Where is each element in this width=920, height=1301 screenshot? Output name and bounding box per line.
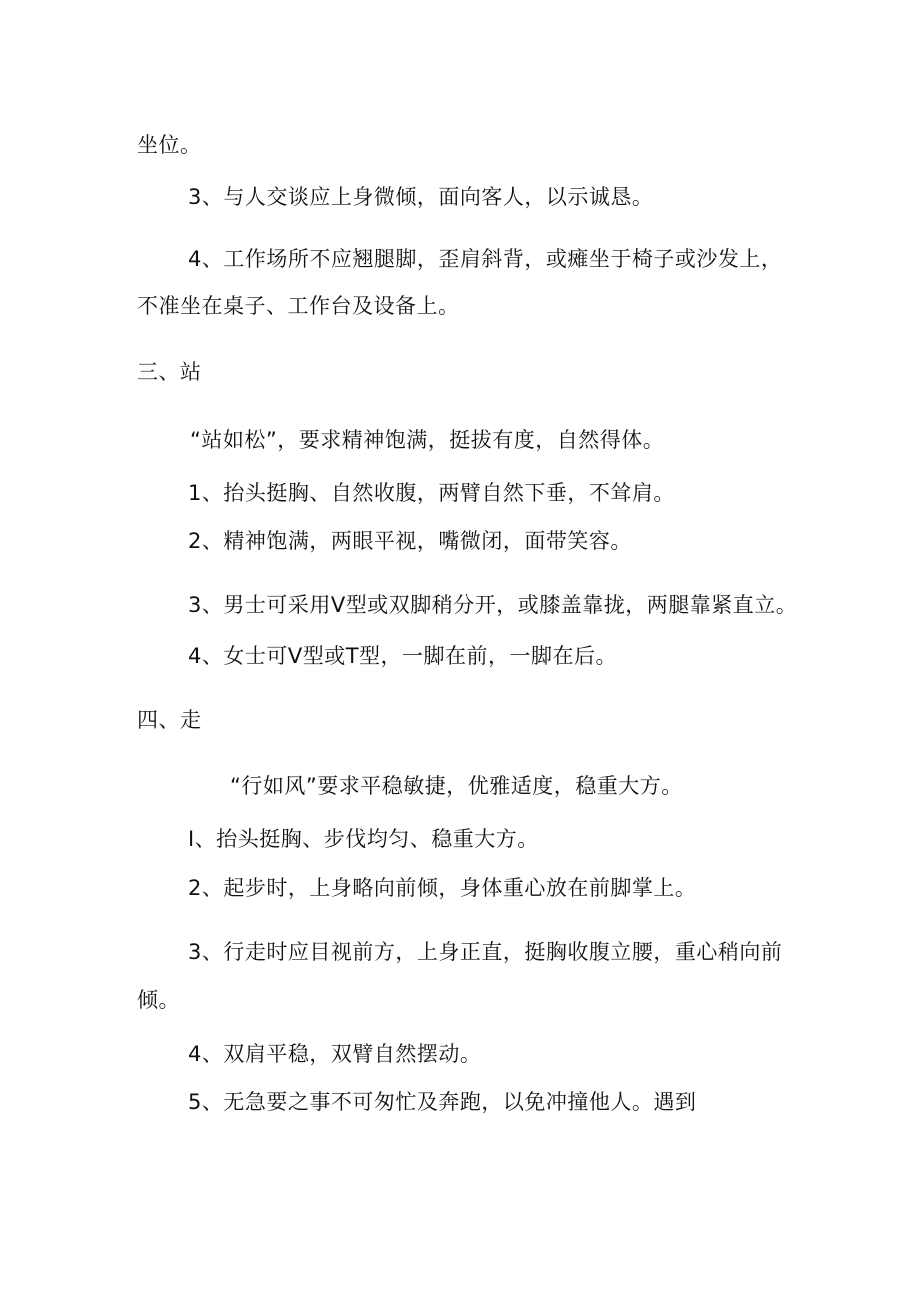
text-line-sit-item-4: 4、工作场所不应翘腿脚，歪肩斜背，或瘫坐于椅子或沙发上，	[188, 247, 783, 271]
text-line-walk-item-4: 4、双肩平稳，双臂自然摆动。	[188, 1042, 482, 1066]
text-line-sit-item-3: 3、与人交谈应上身微倾，面向客人，以示诚恳。	[188, 185, 654, 209]
text-line-stand-item-3: 3、男士可采用V型或双脚稍分开，或膝盖靠拢，两腿靠紧直立。	[188, 593, 798, 617]
text-line-walk-item-2: 2、起步时，上身略向前倾，身体重心放在前脚掌上。	[188, 876, 697, 900]
text-line-sit-item-4-cont: 不准坐在桌子、工作台及设备上。	[137, 294, 460, 318]
text-line-sitting-position: 坐位。	[137, 133, 202, 157]
text-line-stand-item-1: 1、抬头挺胸、自然收腹，两臂自然下垂，不耸肩。	[188, 481, 675, 505]
text-line-walk-item-1: I、抬头挺胸、步伐均匀、稳重大方。	[188, 827, 539, 851]
text-line-walk-item-3-cont: 倾。	[137, 988, 180, 1012]
text-line-walk-item-5: 5、无急要之事不可匆忙及奔跑，以免冲撞他人。遇到	[188, 1090, 697, 1114]
text-line-stand-item-4: 4、女士可V型或T型，一脚在前，一脚在后。	[188, 644, 618, 668]
text-line-stand-item-2: 2、精神饱满，两眼平视，嘴微闭，面带笑容。	[188, 529, 632, 553]
text-line-walk-item-3: 3、行走时应目视前方，上身正直，挺胸收腹立腰，重心稍向前	[188, 940, 783, 964]
section-heading-stand: 三、站	[137, 360, 202, 384]
text-line-walk-intro: “行如风”要求平稳敏捷，优雅适度，稳重大方。	[230, 774, 683, 798]
text-line-stand-intro: “站如松”，要求精神饱满，挺拔有度，自然得体。	[190, 428, 665, 452]
section-heading-walk: 四、走	[137, 708, 202, 732]
